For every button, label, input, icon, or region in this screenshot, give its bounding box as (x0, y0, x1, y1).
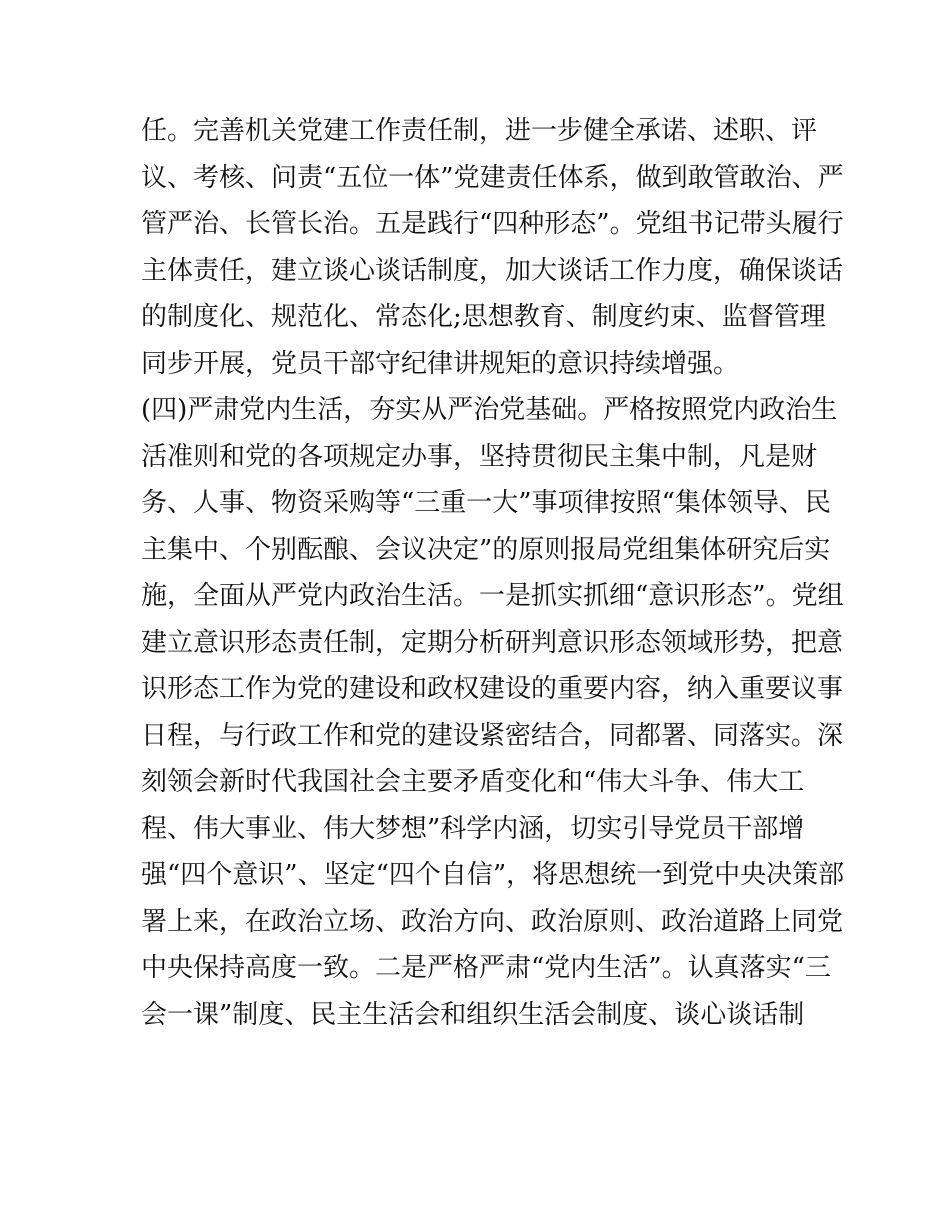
text-line: 署上来，在政治立场、政治方向、政治原则、政治道路上同党 (141, 906, 844, 937)
section-heading-line: (四)严肃党内生活，夯实从严治党基础。严格按照党内政治生 (141, 395, 838, 425)
text-line: 议、考核、问责“五位一体”党建责任体系，做到敢管敢治、严 (141, 162, 844, 193)
text-line: 活准则和党的各项规定办事，坚持贯彻民主集中制，凡是财 (141, 441, 818, 472)
text-line: 务、人事、物资采购等“三重一大”事项律按照“集体领导、民 (141, 488, 831, 518)
text-line: 会一课”制度、民主生活会和组织生活会制度、谈心谈话制 (141, 999, 805, 1030)
text-line: 主体责任，建立谈心谈话制度，加大谈话工作力度，确保谈话 (141, 255, 844, 286)
text-line: 施，全面从严党内政治生活。一是抓实抓细“意识形态”。党组 (141, 581, 844, 611)
text-line: 主集中、个别酝酿、会议决定”的原则报局党组集体研究后实 (141, 534, 831, 565)
text-line: 任。完善机关党建工作责任制，进一步健全承诺、述职、评 (141, 116, 818, 146)
body-text (141, 108, 845, 1038)
text-line: 建立意识形态责任制，定期分析研判意识形态领域形势，把意 (141, 627, 844, 658)
text-line: 程、伟大事业、伟大梦想”科学内涵，切实引导党员干部增 (141, 813, 805, 844)
text-line: 日程，与行政工作和党的建设紧密结合，同都署、同落实。深 (141, 720, 844, 751)
text-line: 的制度化、规范化、常态化;思想教育、制度约束、监督管理 (141, 302, 826, 332)
text-line: 识形态工作为党的建设和政权建设的重要内容，纳入重要议事 (141, 674, 844, 704)
text-line: 管严治、长管长治。五是践行“四种形态”。党组书记带头履行 (141, 209, 844, 239)
text-line: 同步开展，党员干部守纪律讲规矩的意识持续增强。 (141, 348, 740, 379)
text-line: 刻领会新时代我国社会主要矛盾变化和“伟大斗争、伟大工 (141, 767, 805, 797)
text-line: 强“四个意识”、坚定“四个自信”，将思想统一到党中央决策部 (141, 860, 845, 890)
text-line: 中央保持高度一致。二是严格严肃“党内生活”。认真落实“三 (141, 953, 831, 983)
